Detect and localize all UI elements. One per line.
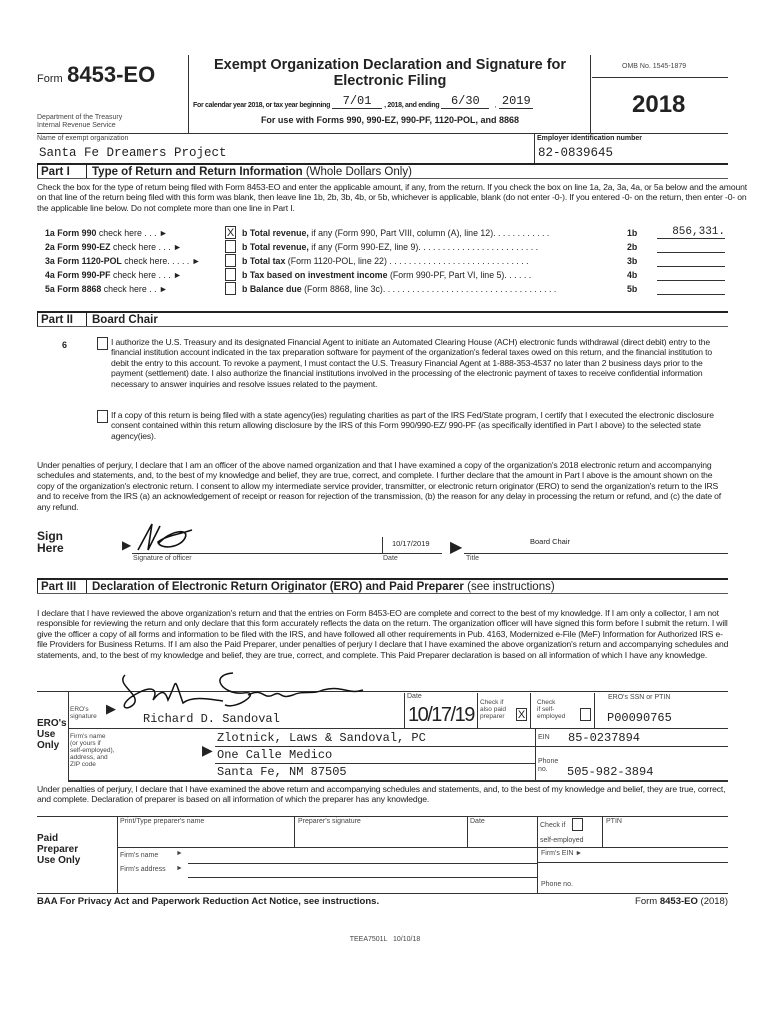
line-number: 6 (62, 340, 68, 350)
line-b-bold: b Balance due (242, 283, 302, 294)
line-b-label (242, 270, 627, 280)
department (37, 114, 122, 130)
part-title: Board Chair (92, 313, 158, 326)
arrow-icon: ▶ (106, 701, 116, 716)
ero-self-employed-checkbox[interactable] (580, 708, 591, 721)
form-title (190, 57, 590, 89)
ero-ein[interactable]: 85-0237894 (568, 731, 641, 745)
label-line: Firm's name (70, 733, 106, 740)
divider (602, 816, 603, 847)
side-word: Paid (37, 833, 59, 844)
preparer-name-label: Print/Type preparer's name (120, 818, 205, 825)
arrow-icon: ► (176, 865, 183, 872)
signature-label: Signature of officer (133, 555, 192, 562)
line-b-text: (Form 1120-POL, line 22) . . . . . . . . . . . . . . . . . . . . . . . . . . . . . (285, 255, 529, 266)
form-name: Form 990-EZ (57, 241, 111, 252)
line-b-bold: b Total revenue, (242, 227, 309, 238)
form-type-checkbox[interactable]: X (226, 227, 235, 239)
amount-field[interactable]: 856,331. (657, 227, 725, 239)
label-line: if self- (537, 706, 555, 713)
part-title (87, 581, 555, 593)
part-title-text: Declaration of Electronic Return Originator (ERO) and Paid Preparer (92, 580, 464, 593)
firm-address-line[interactable] (188, 877, 537, 878)
divider (592, 77, 728, 78)
preparer-signature-label: Preparer's signature (298, 818, 361, 825)
dept-line: Department of the Treasury (37, 114, 123, 121)
preparer-firm-ein-label: Firm's EIN ► (541, 850, 583, 857)
check-here-text: check here . . . ► (113, 269, 182, 280)
part1-instructions: Check the box for the type of return being filed with Form 8453-EO and enter the applicable amount, if any, from the return. If you check the box on line 1a, 2a, 3a, 4a, or 5a below and the amount on that line of the return being filed with this form was blank, then leave line 1b, 2b, 3b, 4b, or 5b, whichever is applicable, blank (do not enter -0-). If you entered -0- on the return, then enter -0- on the applicable line below. Do not complete more than one line in Part I. (37, 182, 747, 213)
ero-firm-name[interactable]: Zlotnick, Laws & Sandoval, PC (217, 731, 426, 745)
preparer-ptin-label: PTIN (606, 818, 622, 825)
begin-date-field[interactable]: 7/01 (332, 94, 382, 109)
arrow-icon: ▶ (202, 742, 213, 758)
line-b-number: 2b (627, 241, 638, 252)
form-name: Form 1120-POL (57, 255, 122, 266)
side-word: Preparer (37, 844, 79, 855)
part1-line-5 (45, 282, 725, 295)
preparer-date-label: Date (470, 818, 485, 825)
line-num: 4a (45, 269, 55, 280)
divider (294, 816, 295, 847)
arrow-icon: ▶ (122, 538, 132, 552)
omb-number: OMB No. 1545-1879 (622, 63, 687, 70)
divider (590, 55, 591, 133)
line-b-text: (Form 8868, line 3c). . . . . . . . . . . . . . . . . . . . . . . . . . . . . . . . . . . . (301, 283, 557, 294)
org-name-label: Name of exempt organization (37, 135, 129, 142)
label-line: preparer (480, 713, 505, 720)
ero-signature (113, 665, 373, 715)
ero-firm-address[interactable]: One Calle Medico (217, 748, 333, 762)
label-line: (or yours if (70, 740, 101, 747)
ein-field[interactable]: 82-0839645 (538, 146, 614, 160)
self-employed-label (537, 699, 565, 720)
line-b-number: 4b (627, 269, 638, 280)
title-line: Electronic Filing (333, 73, 447, 89)
dept-line: Internal Revenue Service (37, 122, 116, 129)
form-reference (635, 896, 728, 907)
sign-here-label (37, 530, 64, 554)
label-line: signature (70, 713, 97, 720)
part-title-text: Type of Return and Return Information (92, 165, 303, 178)
divider (535, 728, 536, 780)
state-disclosure-checkbox[interactable] (97, 410, 108, 423)
part1-line-3 (45, 254, 725, 267)
form-name: Form 990 (57, 227, 97, 238)
form-number (37, 62, 155, 88)
firm-label (70, 733, 114, 768)
label-line: self-employed), (70, 747, 115, 754)
form-type-checkbox[interactable] (225, 254, 236, 267)
arrow-icon: ► (176, 850, 183, 857)
line-b-number: 3b (627, 255, 638, 266)
form-type-checkbox[interactable] (225, 240, 236, 253)
divider (117, 847, 728, 848)
divider (37, 816, 728, 817)
part1-line-1 (45, 226, 725, 239)
divider (382, 537, 383, 553)
divider (68, 691, 69, 780)
check-here-text: check here. . . . . ► (124, 255, 201, 266)
line-a-label (45, 256, 225, 266)
line-a-label (45, 228, 225, 238)
line-b-bold: b Total revenue, (242, 241, 309, 252)
line-b-bold: b Tax based on investment income (242, 269, 388, 280)
divider (37, 133, 728, 134)
ero-ptin[interactable]: P00090765 (607, 711, 672, 725)
divider (537, 816, 538, 894)
officer-penalties-text: Under penalties of perjury, I declare that I am an officer of the above named organization and that I have examined a copy of the organization's 2018 electronic return and accompanying schedules and statements, and, to the best of my knowledge and belief, they are true, correct, and complete. I further declare that the amount in Part I above is the amount shown on the copy of the organization's electronic return. I consent to allow my intermediate service provider, transmitter, or electronic return originator (ERO) to send the organization's return to the IRS and to receive from the IRS (a) an acknowledgement of receipt or reason for rejection of the transmission, (b) the reason for any delay in processing the return or refund, and (c) the date of any refund. (37, 460, 722, 512)
part3-header (37, 578, 728, 594)
self-employed-label: Check if (540, 822, 566, 829)
ein-label: Employer identification number (537, 135, 643, 142)
ach-authorization-checkbox[interactable] (97, 337, 108, 350)
side-word: Use Only (37, 855, 81, 866)
line-b-number: 1b (627, 227, 638, 238)
label-line: ZIP code (70, 761, 96, 768)
end-date-field[interactable]: 6/30 (441, 94, 489, 109)
divider (537, 862, 728, 863)
officer-signature (130, 520, 200, 552)
ero-name[interactable]: Richard D. Sandoval (143, 712, 280, 726)
part1-line-2 (45, 240, 725, 253)
part1-header (37, 163, 728, 179)
ero-firm-city[interactable]: Santa Fe, NM 87505 (217, 765, 347, 779)
form-ref-number: 8453-EO (659, 896, 698, 907)
ending-label: , 2018, and ending (384, 102, 440, 109)
check-here-text: check here . . . ► (98, 227, 168, 238)
ero-ptin-label: ERO's SSN or PTIN (608, 694, 671, 701)
title-label: Title (466, 555, 479, 562)
tax-year-line (193, 94, 533, 109)
part-label: Part III (37, 580, 87, 593)
line-num: 5a (45, 283, 55, 294)
signature-line[interactable] (132, 553, 442, 554)
label-line: employed (537, 713, 566, 720)
label-line: address, and (70, 754, 108, 761)
line-num: 2a (45, 241, 55, 252)
line-b-label (242, 242, 627, 252)
line-b-bold: b Total tax (242, 255, 286, 266)
form-ref-year: (2018) (700, 896, 728, 907)
paid-preparer-label (480, 699, 506, 720)
part-title (87, 166, 412, 178)
firm-name-line[interactable] (188, 863, 537, 864)
form-number-text: 8453-EO (67, 62, 156, 87)
form-prefix: Form (37, 73, 63, 85)
ach-authorization-text: I authorize the U.S. Treasury and its designated Financial Agent to initiate an Automated Clearing House (ACH) electronic funds withdrawal (direct debit) entry to the financial institution account indicated in the tax preparation software for payment of the organization's federal taxes owed on this return, and the financial institution to debit the entry to this account. To revoke a payment, I must contact the U.S. Treasury Financial Agent at 1-888-353-4537 no later than 2 business days prior to the payment (settlement) date. I also authorize the financial institutions involved in the processing of the electronic payment of taxes to receive confidential information necessary to answer inquiries and resolve issues related to the payment. (111, 337, 713, 389)
form-name: Form 990-PF (57, 269, 111, 280)
privacy-notice: BAA For Privacy Act and Paperwork Reduction Act Notice, see instructions. (37, 896, 380, 907)
part-title-suffix: (see instructions) (467, 580, 555, 593)
tax-year: 2018 (632, 91, 686, 118)
line-b-label (242, 228, 627, 238)
paid-preparer-use-only-label (37, 833, 80, 866)
side-word: Use (37, 729, 56, 740)
org-name-field[interactable]: Santa Fe Dreamers Project (39, 146, 227, 160)
ero-date[interactable]: 10/17/19 (408, 704, 474, 726)
part-label: Part II (37, 313, 87, 326)
label-line: Check if (480, 699, 504, 706)
part2-header (37, 311, 728, 327)
divider (404, 693, 405, 728)
ero-date-label: Date (407, 693, 422, 700)
use-with-forms: For use with Forms 990, 990-EZ, 990-PF, 1120-POL, and 8868 (260, 115, 520, 125)
divider (37, 893, 728, 894)
title-line[interactable] (464, 553, 728, 554)
officer-date[interactable]: 10/17/2019 (392, 539, 430, 548)
amount-field[interactable] (657, 241, 725, 253)
form-type-checkbox[interactable] (225, 268, 236, 281)
divider (215, 763, 535, 764)
line-a-label (45, 242, 225, 252)
line-num: 3a (45, 255, 55, 266)
divider (117, 816, 118, 894)
part-label: Part I (37, 165, 87, 178)
part-title-suffix: (Whole Dollars Only) (305, 165, 412, 178)
line-a-label (45, 284, 225, 294)
preparer-firm-address-label: Firm's address (120, 866, 166, 873)
here-word: Here (37, 541, 64, 555)
divider (467, 816, 468, 847)
date-label: Date (383, 555, 398, 562)
line-b-text: if any (Form 990, Part VIII, column (A), line 12). . . . . . . . . . . . (308, 227, 550, 238)
preparer-penalties-text: Under penalties of perjury, I declare that I have examined the above return and accompanying schedules and statements, and, to the best of my knowledge and belief, they are true, correct, and complete. Declaration of preparer is based on all information of which the preparer has any knowledge. (37, 784, 726, 805)
line-a-label (45, 270, 225, 280)
label-line: also paid (480, 706, 507, 713)
preparer-phone-label: Phone no. (541, 881, 573, 888)
tax-year-label: For calendar year 2018, or tax year beginning (193, 102, 331, 109)
side-word: ERO's (37, 718, 67, 729)
divider (594, 693, 595, 728)
line-b-label (242, 256, 627, 266)
divider (477, 693, 478, 728)
separator: , (494, 102, 497, 109)
label-line: Phone (538, 758, 559, 765)
ero-ein-label: EIN (538, 734, 550, 741)
divider (530, 693, 531, 728)
form-name: Form 8868 (57, 283, 102, 294)
check-here-text: check here . . ► (103, 283, 168, 294)
divider (68, 728, 728, 729)
line-b-text: (Form 990-PF, Part VI, line 5). . . . . . (387, 269, 532, 280)
label-line: Check (537, 699, 556, 706)
arrow-icon: ▶ (450, 539, 463, 556)
ero-phone[interactable]: 505-982-3894 (567, 765, 654, 779)
amount-field[interactable] (657, 255, 725, 267)
title-line: Exempt Organization Declaration and Signature for (213, 57, 567, 73)
amount-field[interactable] (657, 283, 725, 295)
part1-line-4 (45, 268, 725, 281)
label-line: ERO's (70, 706, 89, 713)
phone-label (538, 758, 558, 774)
divider (68, 780, 728, 782)
line-num: 1a (45, 227, 55, 238)
divider (215, 746, 728, 747)
side-word: Only (37, 740, 60, 751)
sign-word: Sign (37, 529, 63, 543)
line-b-label (242, 284, 627, 294)
check-here-text: check here . . . ► (113, 241, 182, 252)
state-disclosure-text: If a copy of this return is being filed with a state agency(ies) regulating charities as part of the IRS Fed/State program, I certify that I executed the electronic disclosure consent contained within this return allowing disclosure by the IRS of this Form 990/990-EZ/ 990-PF (as specifically identified in Part I above) to the selected state agency(ies). (111, 410, 714, 441)
divider (534, 133, 535, 165)
end-year-field[interactable]: 2019 (499, 94, 533, 109)
ero-use-only-label (37, 718, 67, 751)
preparer-firm-name-label: Firm's name (120, 852, 159, 859)
divider (188, 55, 189, 133)
self-employed-label: self-employed (540, 837, 584, 844)
form-type-checkbox[interactable] (225, 282, 236, 295)
line-b-number: 5b (627, 283, 638, 294)
also-paid-preparer-checkbox[interactable]: X (517, 709, 526, 721)
form-code: TEEA7501L 10/10/18 (349, 936, 421, 943)
preparer-self-employed-checkbox[interactable] (572, 818, 583, 831)
ero-declaration-text: I declare that I have reviewed the above organization's return and that the entries on Form 8453-EO are complete and correct to the best of my knowledge. If I am only a collector, I am not responsible for reviewing the return and only declare that this form accurately reflects the data on the return. The organization officer will have signed this form before I submit the return. I will give the officer a copy of all forms and information to be filed with the IRS, and have followed all other requirements in Pub. 4163, Modernized e-File (MeF) Information for Authorized IRS e-file Providers for Business Returns. If I am also the Paid Preparer, under penalties of perjury I declare that I have examined the above organization's return and accompanying schedules and statements, and, to the best of my knowledge and belief, they are true, correct, and complete. This Paid Preparer declaration is based on all information of which I have any knowledge. (37, 608, 729, 660)
officer-title[interactable]: Board Chair (530, 537, 571, 546)
form-ref-prefix: Form (635, 896, 658, 907)
amount-field[interactable] (657, 269, 725, 281)
label-line: no. (538, 766, 548, 773)
ero-sig-label (70, 706, 97, 720)
line-b-text: if any (Form 990-EZ, line 9). . . . . . . . . . . . . . . . . . . . . . . . . (308, 241, 539, 252)
